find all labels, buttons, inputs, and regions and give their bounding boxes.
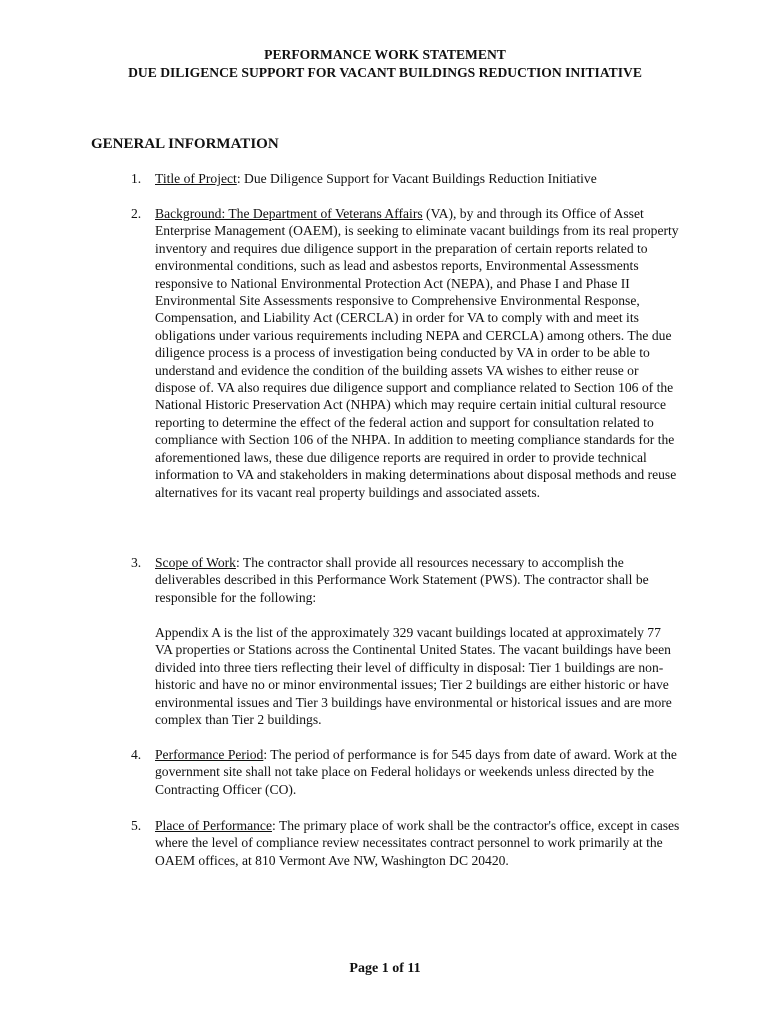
appendix-paragraph: Appendix A is the list of the approximately 329 vacant buildings located at approximately 77 VA properties or Stations across the Continental United States. The vacant buildings have been divided into three tiers reflecting their level of difficulty in disposal: Tier 1 buildings are non-historic and have no or minor environmental issues; Tier 2 buildings are either historic or have environmental issues and Tier 3 buildings have environmental or historical issues and are more complex than Tier 2 buildings. bbox=[155, 625, 672, 728]
document-title bbox=[0, 46, 770, 82]
item-text: : The contractor shall provide all resources necessary to accomplish the deliverables described in this Performance Work Statement (PWS). The contractor shall be responsible for the following: bbox=[155, 555, 649, 605]
item-label: Background: The Department of Veterans Affairs bbox=[155, 206, 423, 221]
title-line-2: DUE DILIGENCE SUPPORT FOR VACANT BUILDINGS REDUCTION INITIATIVE bbox=[128, 65, 642, 80]
item-number: 5. bbox=[131, 818, 142, 833]
item-number: 2. bbox=[131, 206, 142, 221]
item-label: Performance Period bbox=[155, 747, 264, 762]
item-label: Place of Performance bbox=[155, 818, 273, 833]
item-text: : The primary place of work shall be the contractor's office, except in cases where the level of compliance review necessitates contract personnel to work primarily at the OAEM offices, at 810 Vermont Ave NW, Washington DC 20420. bbox=[155, 818, 680, 868]
item-label: Title of Project bbox=[155, 171, 237, 186]
item-text: : Due Diligence Support for Vacant Buildings Reduction Initiative bbox=[236, 171, 597, 186]
title-line-1: PERFORMANCE WORK STATEMENT bbox=[264, 47, 506, 62]
item-text: : The period of performance is for 545 days from date of award. Work at the government site shall not take place on Federal holidays or weekends unless directed by the Contracting Officer (CO). bbox=[155, 747, 677, 797]
item-number: 1. bbox=[131, 171, 142, 186]
item-number: 4. bbox=[131, 747, 142, 762]
section-heading: GENERAL INFORMATION bbox=[91, 136, 279, 152]
item-text: (VA), by and through its Office of Asset Enterprise Management (OAEM), is seeking to eliminate vacant buildings from its real property inventory and requires due diligence support in the preparation of certain reports related to environmental conditions, such as lead and asbestos reports, Environmental Assessments responsive to National Environmental Protection Act (NEPA), and Phase I and Phase II Environmental Site Assessments responsive to Comprehensive Environmental Response, Compensation, and Liability Act (CERCLA) in order for VA to comply with and meet its obligations under various requirements including NEPA and CERCLA) among others. The due diligence process is a process of investigation being conducted by VA in order to be able to understand and evidence the condition of the building assets VA wishes to either reuse or dispose of. VA also requires due diligence support and compliance related to Section 106 of the National Historic Preservation Act (NHPA) which may require certain initial cultural resource reporting to determine the effect of the federal action and support for consultation related to compliance with Section 106 of the NHPA. In addition to meeting compliance standards for the aforementioned laws, these due diligence reports are required in order to provide technical information to VA and stakeholders in making determinations about disposal methods and reuse alternatives for its vacant real property buildings and associated assets. bbox=[155, 206, 679, 500]
item-number: 3. bbox=[131, 555, 142, 570]
page-number-footer: Page 1 of 11 bbox=[349, 961, 421, 976]
item-label: Scope of Work bbox=[155, 555, 236, 570]
